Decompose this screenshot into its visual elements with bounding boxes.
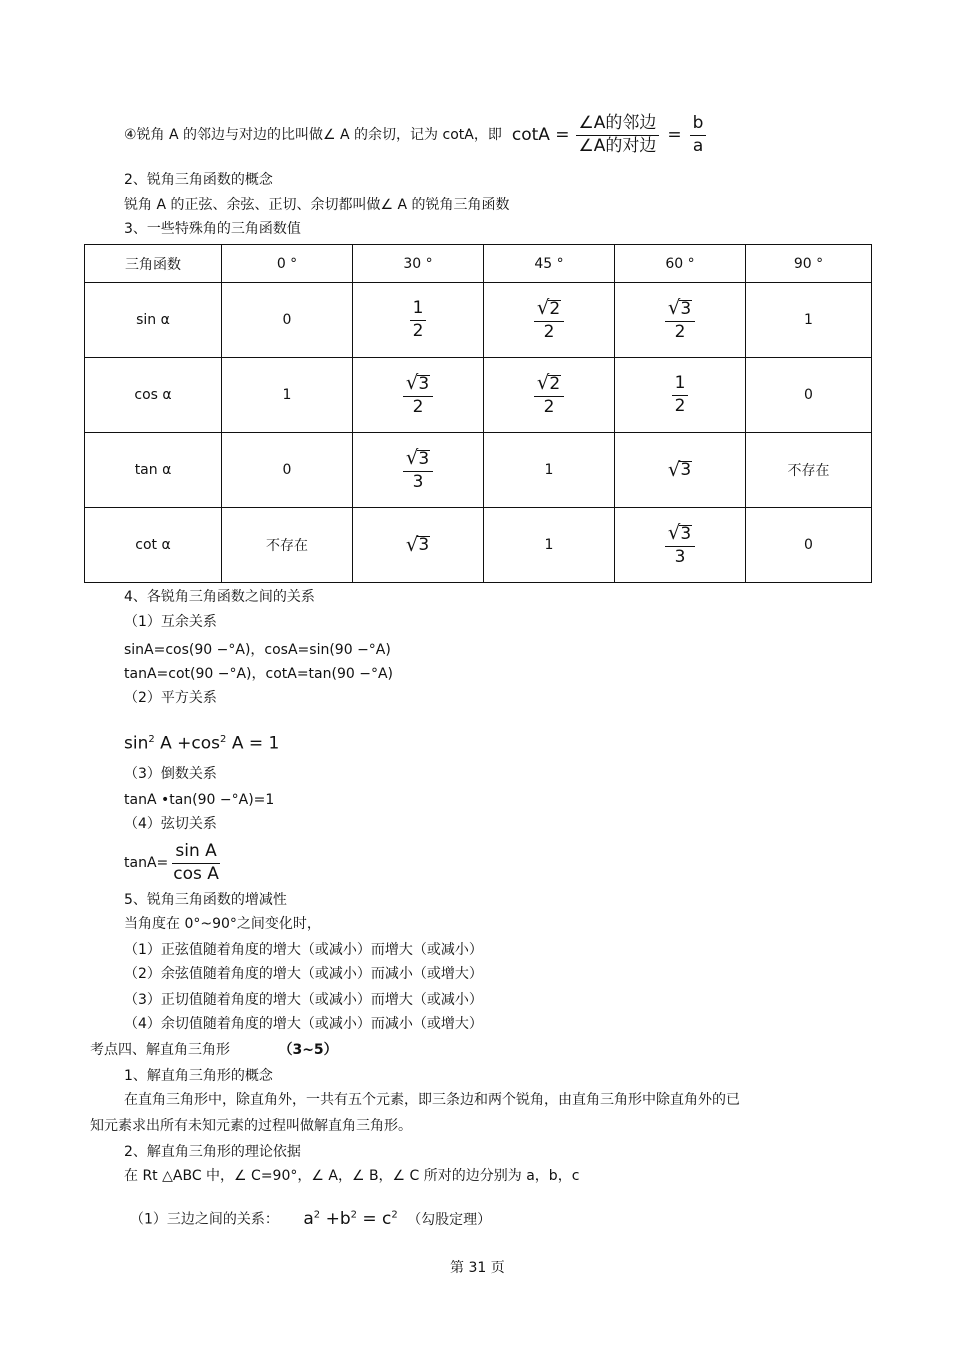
special-angle-table <box>84 244 872 583</box>
cot-equals: = <box>667 125 682 145</box>
cot-45: 1 <box>484 508 615 583</box>
sqrt-symbol: √ 3 <box>405 446 430 470</box>
pythagorean-identity <box>124 728 279 756</box>
section-4-title: 4、各锐角三角函数之间的关系 <box>124 589 315 605</box>
numerator <box>665 523 695 547</box>
sin-0: 0 <box>222 283 353 358</box>
tangent-ratio <box>124 838 222 888</box>
cos-45-fraction <box>534 373 564 417</box>
angle-90: 90 ° <box>746 245 872 283</box>
power-b: 2 <box>350 1209 357 1220</box>
power-c: 2 <box>391 1209 398 1220</box>
identity-middle: A +cos <box>160 733 221 754</box>
cos-30-fraction <box>403 373 433 417</box>
cot-60 <box>615 508 746 583</box>
identity-power-1: 2 <box>148 734 155 745</box>
section-4-1b: tanA=cot(90 −°A)，cotA=tan(90 −°A) <box>124 666 393 682</box>
pythagorean-theorem <box>130 1202 491 1233</box>
denominator: 2 <box>412 397 424 417</box>
section-5-item-3: （3）正切值随着角度的增大（或减小）而增大（或减小） <box>124 992 483 1008</box>
side-a: a <box>303 1208 314 1229</box>
func-cot: cot α <box>85 508 222 583</box>
func-cos: cos α <box>85 358 222 433</box>
identity-power-2: 2 <box>220 734 227 745</box>
cot-b: b <box>690 115 707 136</box>
pythagorean-formula <box>303 1209 403 1229</box>
table-row-cos <box>85 358 872 433</box>
sqrt-symbol: √ 3 <box>667 296 692 320</box>
cos-90: 0 <box>746 358 872 433</box>
section-4-1: （1）互余关系 <box>124 614 217 630</box>
sqrt-symbol: √ 2 <box>536 371 561 395</box>
cot-0: 不存在 <box>222 508 353 583</box>
sqrt-symbol: √ 3 <box>667 521 692 545</box>
section-5-title: 5、锐角三角函数的增减性 <box>124 892 287 908</box>
angle-30: 30 ° <box>353 245 484 283</box>
section-4-3: （3）倒数关系 <box>124 766 217 782</box>
topic-4-1-line-1: 在直角三角形中，除直角外，一共有五个元素，即三条边和两个锐角，由直角三角形中除直角外的已 <box>124 1092 740 1108</box>
table-corner: 三角函数 <box>85 245 222 283</box>
sin-60-fraction <box>665 298 695 342</box>
denominator: 2 <box>543 322 555 342</box>
topic-4-range: （3~5） <box>278 1042 338 1058</box>
sqrt-symbol: √ 3 <box>405 371 430 395</box>
sqrt-symbol: √ 2 <box>536 296 561 320</box>
angle-60: 60 ° <box>615 245 746 283</box>
tan-0: 0 <box>222 433 353 508</box>
denominator: 3 <box>412 472 424 492</box>
identity-end: A = 1 <box>231 733 280 754</box>
denominator: 3 <box>674 547 686 567</box>
table-row-sin <box>85 283 872 358</box>
denominator: 2 <box>674 322 686 342</box>
cot-ratio-numerator: ∠A的邻边 <box>576 115 660 136</box>
tan-ratio-fraction <box>170 840 222 884</box>
numerator <box>403 373 433 397</box>
angle-0: 0 ° <box>222 245 353 283</box>
cot-60-fraction <box>665 523 695 567</box>
tan-30-fraction <box>403 448 433 492</box>
section-5-item-1: （1）正弦值随着角度的增大（或减小）而增大（或减小） <box>124 942 483 958</box>
cos-60 <box>615 358 746 433</box>
side-c: = c <box>362 1208 392 1229</box>
pythagorean-label: （1）三边之间的关系： <box>130 1211 279 1228</box>
section-4-1a: sinA=cos(90 −°A)，cosA=sin(90 −°A) <box>124 642 391 658</box>
side-b: +b <box>325 1208 351 1229</box>
angle-45: 45 ° <box>484 245 615 283</box>
power-a: 2 <box>313 1209 321 1220</box>
cot-ratio-fraction <box>576 112 660 156</box>
table-row-tan <box>85 433 872 508</box>
numerator <box>665 298 695 322</box>
cot-a: a <box>692 135 704 156</box>
sin-90: 1 <box>746 283 872 358</box>
denominator: 2 <box>412 320 424 341</box>
cos-0: 1 <box>222 358 353 433</box>
numerator <box>534 373 564 397</box>
cot-definition-text: ④锐角 A 的邻边与对边的比叫做∠ A 的余切，记为 cotA，即 <box>124 127 502 143</box>
section-2-body: 锐角 A 的正弦、余弦、正切、余切都叫做∠ A 的锐角三角函数 <box>124 197 510 213</box>
tan-90: 不存在 <box>746 433 872 508</box>
cot-ratio-denominator: ∠A的对边 <box>578 135 657 156</box>
identity-sin: sin <box>124 733 149 754</box>
topic-4-heading <box>90 1040 338 1060</box>
cot-b-over-a <box>690 112 707 156</box>
func-sin: sin α <box>85 283 222 358</box>
table-header-row <box>85 245 872 283</box>
cos-60-fraction <box>672 372 689 416</box>
cos-45 <box>484 358 615 433</box>
page-number: 第 31 页 <box>450 1260 505 1276</box>
topic-4-2-title: 2、解直角三角形的理论依据 <box>124 1144 301 1160</box>
section-4-4: （4）弦切关系 <box>124 816 217 832</box>
topic-4-1-line-2: 知元素求出所有未知元素的过程叫做解直角三角形。 <box>90 1118 412 1134</box>
section-5-item-2: （2）余弦值随着角度的增大（或减小）而减小（或增大） <box>124 966 483 982</box>
cot-90: 0 <box>746 508 872 583</box>
sqrt-symbol: √ 3 <box>405 532 430 556</box>
sin-60 <box>615 283 746 358</box>
cos-30 <box>353 358 484 433</box>
cot-definition <box>124 110 706 160</box>
table-row-cot <box>85 508 872 583</box>
tan-ratio-lhs: tanA= <box>124 855 169 871</box>
numerator: 1 <box>672 375 689 396</box>
tan-30 <box>353 433 484 508</box>
sin-45-fraction <box>534 298 564 342</box>
section-4-2: （2）平方关系 <box>124 690 217 706</box>
section-3-title: 3、一些特殊角的三角函数值 <box>124 221 301 237</box>
tan-ratio-denominator: cos A <box>173 863 219 884</box>
sqrt-symbol: √ 3 <box>667 457 692 481</box>
sin-45 <box>484 283 615 358</box>
section-4-3f: tanA •tan(90 −°A)=1 <box>124 792 275 808</box>
topic-4-2-line-1: 在 Rt △ABC 中，∠ C=90°，∠ A，∠ B，∠ C 所对的边分别为 a，b，c <box>124 1168 580 1184</box>
sin-30 <box>353 283 484 358</box>
pythagorean-note: （勾股定理） <box>407 1211 492 1228</box>
section-5-intro: 当角度在 0°~90°之间变化时， <box>124 916 321 932</box>
tan-ratio-numerator: sin A <box>172 843 219 864</box>
tan-45: 1 <box>484 433 615 508</box>
section-5-item-4: （4）余切值随着角度的增大（或减小）而减小（或增大） <box>124 1016 483 1032</box>
denominator: 2 <box>674 395 686 416</box>
tan-60 <box>615 433 746 508</box>
section-2-title: 2、锐角三角函数的概念 <box>124 172 273 188</box>
denominator: 2 <box>543 397 555 417</box>
numerator: 1 <box>410 300 427 321</box>
topic-4-1-title: 1、解直角三角形的概念 <box>124 1068 273 1084</box>
topic-4-title: 考点四、解直角三角形 <box>90 1042 230 1058</box>
func-tan: tan α <box>85 433 222 508</box>
cot-lhs: cotA = <box>511 125 570 145</box>
cot-30 <box>353 508 484 583</box>
sin-30-fraction <box>410 297 427 341</box>
numerator <box>534 298 564 322</box>
numerator <box>403 448 433 472</box>
